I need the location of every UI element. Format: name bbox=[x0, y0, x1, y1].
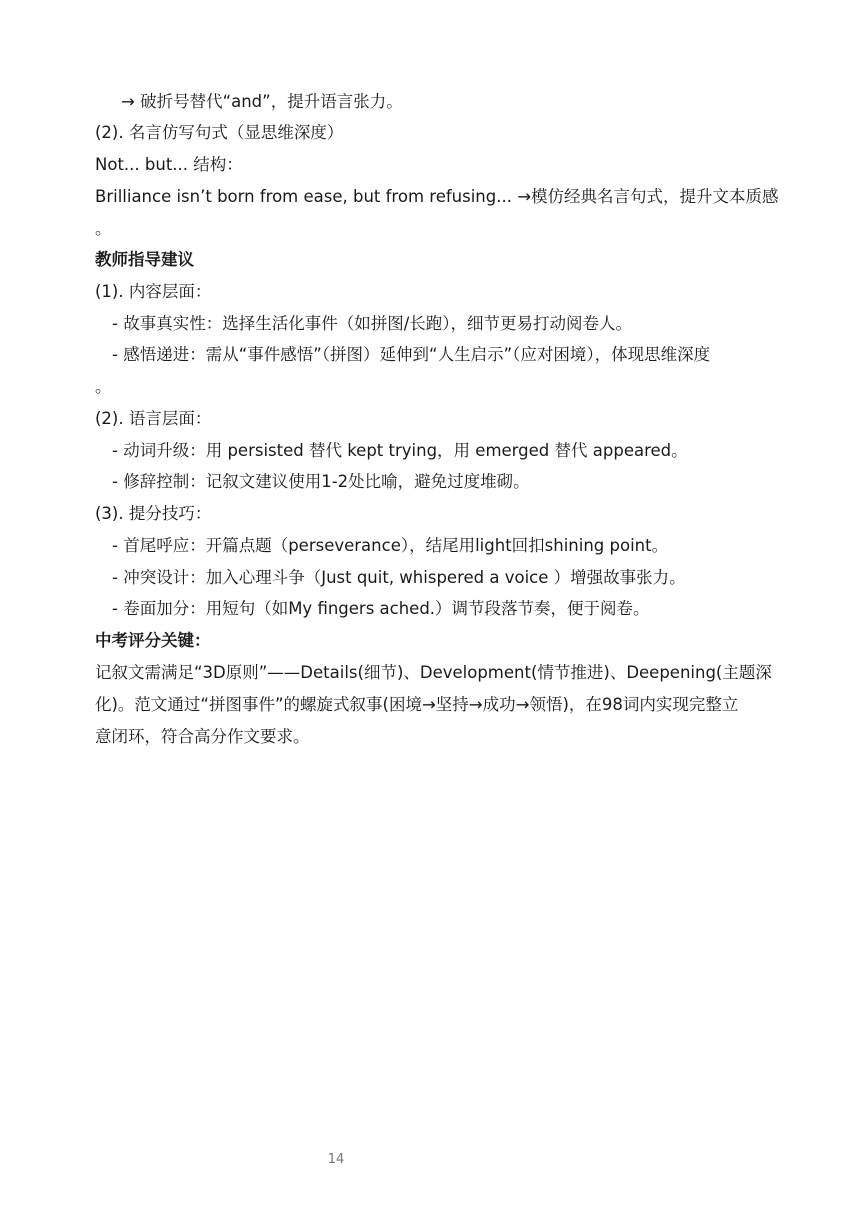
section-heading: 教师指导建议 bbox=[95, 250, 194, 269]
list-item: - 修辞控制：记叙文建议使用1-2处比喻，避免过度堆砌。 bbox=[112, 472, 530, 491]
list-item: - 冲突设计：加入心理斗争（Just quit, whispered a voice ）增强故事张力。 bbox=[112, 568, 686, 587]
text-line: (3). 提分技巧： bbox=[95, 504, 212, 523]
paragraph-line: 记叙文需满足“3D原则”——Details(细节)、Development(情节推进)、Deepening(主题深 bbox=[95, 663, 772, 682]
text-line: 。 bbox=[95, 377, 112, 396]
list-item: - 首尾呼应：开篇点题（perseverance），结尾用light回扣shining point。 bbox=[112, 536, 669, 555]
paragraph-line: 化)。范文通过“拼图事件”的螺旋式叙事(困境→坚持→成功→领悟)，在98词内实现完整立 bbox=[95, 695, 739, 714]
page-number: 14 bbox=[327, 1152, 345, 1167]
text-line: (2). 名言仿写句式（显思维深度） bbox=[95, 123, 344, 142]
paragraph-line: 意闭环，符合高分作文要求。 bbox=[95, 727, 310, 746]
list-item: - 故事真实性：选择生活化事件（如拼图/长跑），细节更易打动阅卷人。 bbox=[112, 314, 633, 333]
text-line: Not... but... 结构： bbox=[95, 155, 243, 174]
section-heading: 中考评分关键： bbox=[95, 631, 211, 650]
list-item: - 感悟递进：需从“事件感悟”（拼图）延伸到“人生启示”（应对困境），体现思维深度 bbox=[112, 345, 711, 364]
text-line: → 破折号替代“and”，提升语言张力。 bbox=[121, 92, 403, 111]
text-line: (1). 内容层面： bbox=[95, 282, 212, 301]
list-item: - 卷面加分：用短句（如My fingers ached.）调节段落节奏，便于阅卷。 bbox=[112, 599, 650, 618]
list-item: - 动词升级：用 persisted 替代 kept trying，用 emerged 替代 appeared。 bbox=[112, 441, 688, 460]
text-line: 。 bbox=[95, 219, 112, 238]
text-line: (2). 语言层面： bbox=[95, 409, 212, 428]
text-line: Brilliance isn’t born from ease, but from refusing... →模仿经典名言句式，提升文本质感 bbox=[95, 187, 779, 206]
